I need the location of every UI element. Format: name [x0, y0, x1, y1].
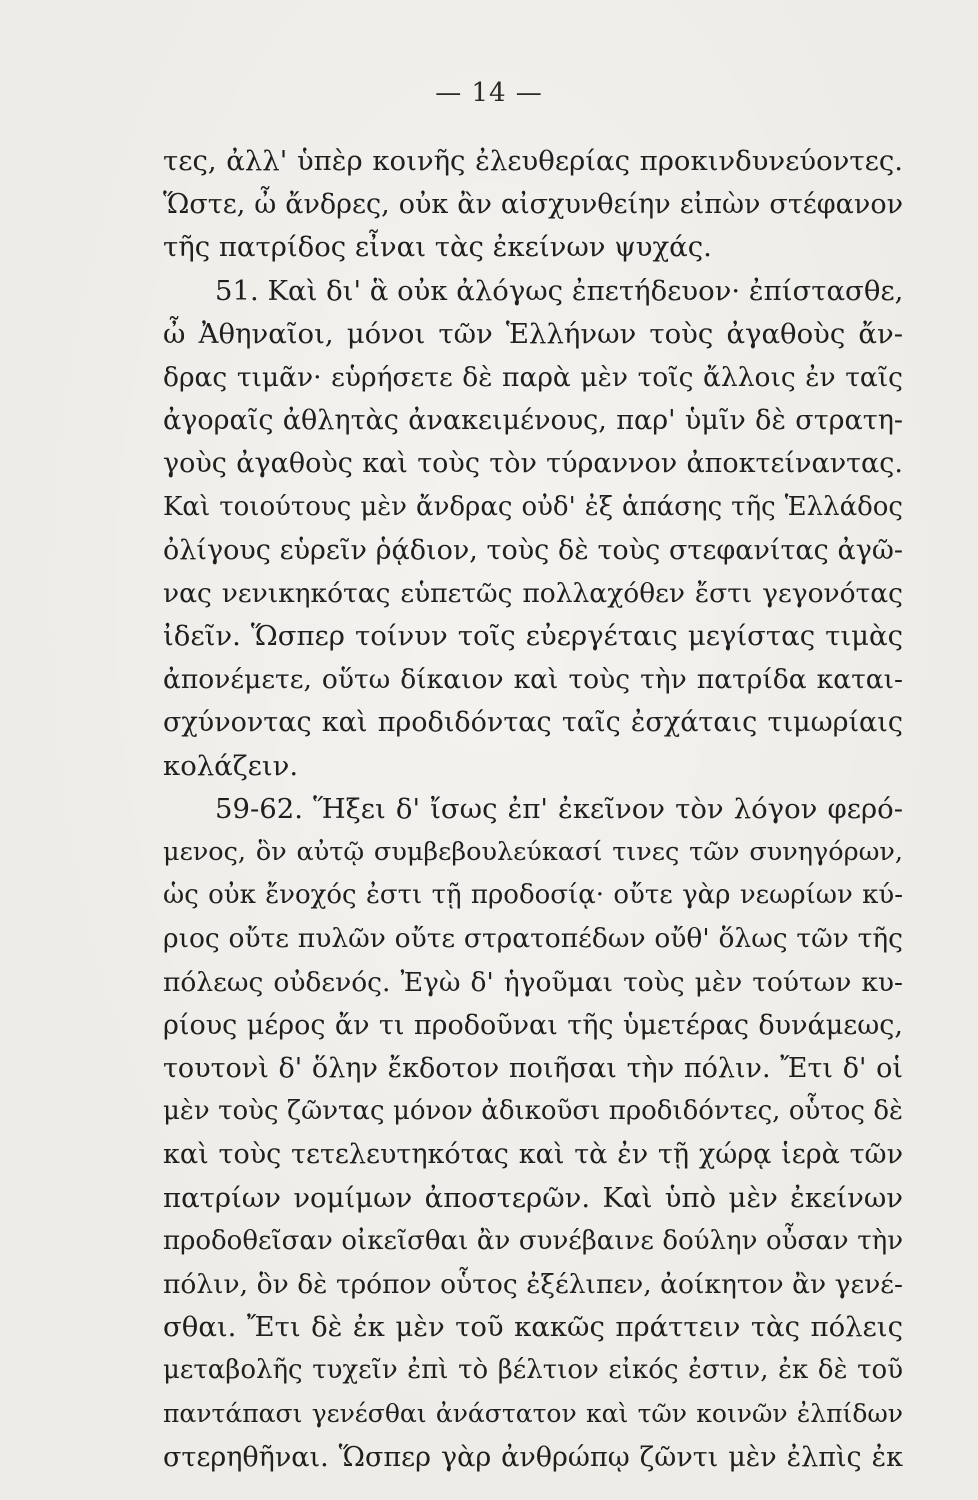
text-line: τῆς πατρίδος εἶναι τὰς ἐκείνων ψυχάς. [163, 231, 712, 264]
text-line: τες, ἀλλ' ὑπὲρ κοινῆς ἐλευθερίας προκινδυνεύοντες. [163, 145, 903, 177]
text-line: πατρίων νομίμων ἀποστερῶν. Καὶ ὑπὸ μὲν ἐκείνων [163, 1181, 903, 1214]
text-line: προδοθεῖσαν οἰκεῖσθαι ἂν συνέβαινε δούλην οὖσαν τὴν [163, 1225, 903, 1256]
text-line: δρας τιμᾶν· εὑρήσετε δὲ παρὰ μὲν τοῖς ἄλλοις ἐν ταῖς [163, 361, 903, 393]
text-line: 59-62. Ἥξει δ' ἴσως ἐπ' ἐκεῖνον τὸν λόγον φερό- [215, 792, 903, 825]
text-line: μενος, ὃν αὐτῷ συμβεβουλεύκασί τινες τῶν συνηγόρων, [163, 837, 903, 867]
text-line: σθαι. Ἔτι δὲ ἐκ μὲν τοῦ κακῶς πράττειν τὰς πόλεις [163, 1311, 903, 1344]
text-line: μὲν τοὺς ζῶντας μόνον ἀδικοῦσι προδιδόντες, οὗτος δὲ [163, 1096, 903, 1127]
page-number: — 14 — [435, 78, 543, 108]
text-line: ὀλίγους εὑρεῖν ῥᾴδιον, τοὺς δὲ τοὺς στεφανίτας ἀγῶ- [163, 534, 903, 566]
text-line: ἀπονέμετε, οὕτω δίκαιον καὶ τοὺς τὴν πατρίδα καται- [163, 664, 903, 696]
text-line: ὦ Ἀθηναῖοι, μόνοι τῶν Ἑλλήνων τοὺς ἀγαθοὺς ἄν- [163, 317, 903, 350]
text-line: Ὥστε, ὦ ἄνδρες, οὐκ ἂν αἰσχυνθείην εἰπὼν στέφανον [163, 189, 903, 221]
text-line: ριος οὔτε πυλῶν οὔτε στρατοπέδων οὔθ' ὅλως τῶν τῆς [163, 923, 903, 955]
text-line: ἰδεῖν. Ὥσπερ τοίνυν τοῖς εὐεργέταις μεγίστας τιμὰς [163, 620, 903, 653]
text-line: Καὶ τοιούτους μὲν ἄνδρας οὐδ' ἐξ ἁπάσης τῆς Ἑλλάδος [163, 491, 903, 522]
text-line: γοὺς ἀγαθοὺς καὶ τοὺς τὸν τύραννον ἀποκτείναντας. [163, 448, 903, 480]
text-line: 51. Καὶ δι' ἃ οὐκ ἀλόγως ἐπετήδευον· ἐπίστασθε, [215, 274, 904, 307]
text-line: ἀγοραῖς ἀθλητὰς ἀνακειμένους, παρ' ὑμῖν δὲ στρατη- [163, 405, 903, 437]
text-body [163, 140, 903, 1479]
text-line: ρίους μέρος ἄν τι προδοῦναι τῆς ὑμετέρας δυνάμεως, [163, 1009, 903, 1041]
text-line: καὶ τοὺς τετελευτηκότας καὶ τὰ ἐν τῇ χώρᾳ ἱερὰ τῶν [163, 1139, 903, 1171]
text-line: στερηθῆναι. Ὥσπερ γὰρ ἀνθρώπῳ ζῶντι μὲν ἐλπὶς ἐκ [163, 1441, 903, 1473]
text-line: πόλιν, ὃν δὲ τρόπον οὗτος ἐξέλιπεν, ἀοίκητον ἂν γενέ- [163, 1268, 903, 1300]
text-line: κολάζειν. [163, 749, 299, 782]
text-line: ὡς οὐκ ἔνοχός ἐστι τῇ προδοσίᾳ· οὔτε γὰρ νεωρίων κύ- [163, 880, 903, 911]
text-line: πόλεως οὐδενός. Ἐγὼ δ' ἡγοῦμαι τοὺς μὲν τούτων κυ- [163, 966, 903, 998]
text-line: νας νενικηκότας εὑπετῶς πολλαχόθεν ἔστι γεγονότας [163, 577, 903, 609]
text-line: μεταβολῆς τυχεῖν ἐπὶ τὸ βέλτιον εἰκός ἐστιν, ἐκ δὲ τοῦ [163, 1355, 903, 1386]
text-line: τουτονὶ δ' ὅλην ἔκδοτον ποιῆσαι τὴν πόλιν. Ἔτι δ' οἱ [163, 1052, 903, 1084]
text-line: σχύνοντας καὶ προδιδόντας ταῖς ἐσχάταις τιμωρίαις [163, 707, 903, 739]
text-line: παντάπασι γενέσθαι ἀνάστατον καὶ τῶν κοινῶν ἐλπίδων [163, 1399, 903, 1429]
